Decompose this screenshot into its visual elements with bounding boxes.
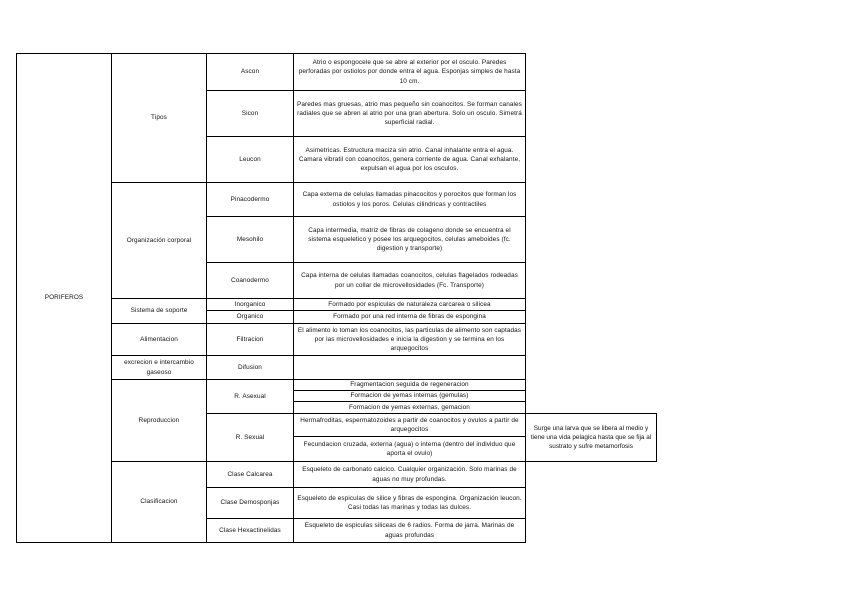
desc-sexual-2: Fecundacion cruzada, externa (agua) o interna (dentro del individuo que aporta el ovulo) — [293, 436, 525, 461]
category-reproduccion: Reproduccion — [111, 379, 206, 461]
subtype-sicon: Sicon — [206, 90, 293, 136]
desc-filtracion: El alimento lo toman los coanocitos, las particulas de alimento son captadas por las microvellosidades e inicia la digestion y se termina en los arquegocitos — [293, 323, 525, 355]
desc-asexual-3: Formacion de yemas externas, gemacion — [293, 401, 525, 413]
desc-organico: Formado por una red interna de fibras de espongina — [293, 310, 525, 323]
subtype-filtracion: Filtracion — [206, 323, 293, 355]
category-soporte: Sistema de soporte — [111, 298, 206, 323]
desc-coanodermo: Capa interna de celulas llamadas coanocitos, celulas flagelados rodeadas por un collar de microvellosidades (Fc. Transporte) — [293, 262, 525, 298]
root-label: PORIFEROS — [44, 294, 84, 302]
desc-hexactinelidas: Esqueleto de espiculas siliceas de 6 radios. Forma de jarra. Marinas de aguas profundas — [293, 518, 525, 542]
subtype-mesohilo: Mesohilo — [206, 216, 293, 262]
desc-mesohilo: Capa intermedia, matriz de fibras de colageno donde se encuentra el sistema esqueletico y posee los arquegocitos, celulas ameboides (fc. digestion y transporte) — [293, 216, 525, 262]
category-excrecion: excrecion e intercambio gaseoso — [111, 355, 206, 379]
subtype-coanodermo: Coanodermo — [206, 262, 293, 298]
subtype-calcarea: Clase Calcarea — [206, 461, 293, 487]
subtype-difusion: Difusion — [206, 355, 293, 379]
subtype-sexual: R. Sexual — [206, 413, 293, 461]
desc-difusion — [293, 355, 525, 379]
desc-leucon: Asimetricas. Estructura maciza sin atrio. Canal inhalante entra el agua. Camara vibratil con coanocitos, genera corriente de agua. Canal exhalante, expulsan el agua por los osculos. — [293, 136, 525, 182]
reproduction-note: Surge una larva que se libera al medio y tiene una vida pelagica hasta que se fija al sustrato y sufre metamorfosis — [525, 413, 657, 462]
desc-inorganico: Formado por espiculas de naturaleza carcarea o silicea — [293, 298, 525, 310]
subtype-asexual: R. Asexual — [206, 379, 293, 413]
subtype-pinacodermo: Pinacodermo — [206, 182, 293, 216]
desc-ascon: Atrio o espongocele que se abre al exterior por el osculo. Paredes perforadas por ostiolos por donde entra el agua. Esponjas simples de hasta 10 cm. — [293, 54, 525, 90]
desc-asexual-1: Fragmentacion seguida de regeneracion — [293, 379, 525, 390]
subtype-leucon: Leucon — [206, 136, 293, 182]
category-clasificacion: Clasificacion — [111, 461, 206, 542]
desc-demosponjas: Esqueleto de espiculas de silice y fibras de espongina. Organización leucon. Casi todas las marinas y todas las dulces. — [293, 487, 525, 518]
subtype-hexactinelidas: Clase Hexactinelidas — [206, 518, 293, 542]
subtype-inorganico: Inorganico — [206, 298, 293, 310]
category-tipos: Tipos — [111, 54, 206, 182]
subtype-ascon: Ascon — [206, 54, 293, 90]
category-alimentacion: Alimentacion — [111, 323, 206, 355]
porifera-table — [16, 53, 526, 543]
desc-asexual-2: Formacion de yemas internas (gemulas) — [293, 390, 525, 401]
desc-calcarea: Esqueleto de carbonato calcico. Cualquier organización. Solo marinas de aguas no muy profundas. — [293, 461, 525, 487]
desc-pinacodermo: Capa externa de celulas llamadas pinacocitos y porocitos que forman los ostiolos y los poros. Celulas cilindricas y contractiles — [293, 182, 525, 216]
category-organizacion: Organización corporal — [111, 182, 206, 298]
subtype-organico: Organico — [206, 310, 293, 323]
subtype-demosponjas: Clase Demosponjas — [206, 487, 293, 518]
desc-sicon: Paredes mas gruesas, atrio mas pequeño sin coanocitos. Se forman canales radiales que se abren al atrio por una gran abertura. Solo un osculo. Simetrá superficial radial. — [293, 90, 525, 136]
desc-sexual-1: Hermafroditas, espermatozoides a partir de coanocitos y ovulos a partir de arquegocitos — [293, 413, 525, 436]
